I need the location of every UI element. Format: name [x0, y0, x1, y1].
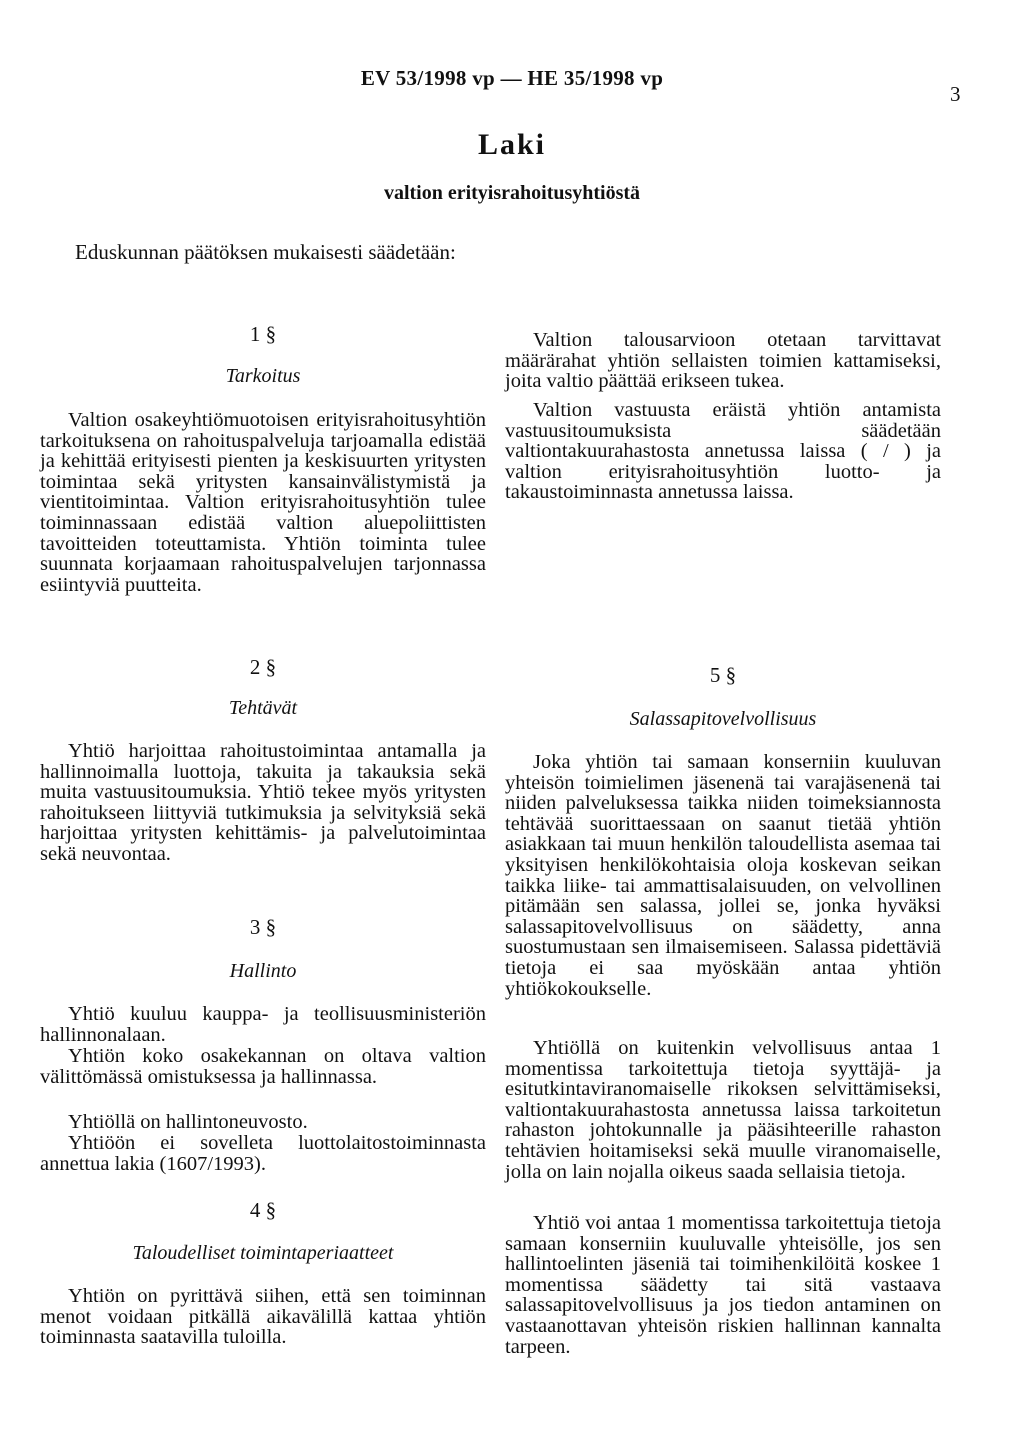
section-3-paragraph-4: Yhtiöön ei sovelleta luottolaitostoiminnasta annettua lakia (1607/1993).	[40, 1132, 486, 1175]
section-4-paragraph-3: Valtion vastuusta eräistä yhtiön antamista vastuusitoumuksista säädetään valtiontakuurahastosta annetussa laissa ( / ) ja valtion erityisrahoitusyhtiön luotto- ja takaustoiminnasta annetussa laissa.	[505, 399, 941, 504]
law-subtitle: valtion erityisrahoitusyhtiöstä	[383, 182, 641, 204]
section-3-paragraph-1: Yhtiö kuuluu kauppa- ja teollisuusministeriön hallinnonalaan.	[40, 1003, 486, 1046]
section-2-paragraph-1: Yhtiö harjoittaa rahoitustoimintaa antamalla ja hallinnoimalla luottoja, takuita ja takauksia sekä muita vastuusitoumuksia. Yhtiö tekee myös yritysten rahoitukseen liittyviä tutkimuksia ja selvityksiä sekä harjoittaa yritysten kehittämis- ja palvelutoimintaa sekä neuvontaa.	[40, 740, 486, 865]
page-number: 3	[950, 82, 961, 106]
section-2-number: 2 §	[249, 655, 277, 679]
section-5-paragraph-3: Yhtiö voi antaa 1 momentissa tarkoitettuja tietoja samaan konserniin kuuluvalle yhteisölle, jos sen hallintoelinten jäseniä tai toimihenkilöitä koskee 1 momentissa säädetty tai sitä vastaava salassapitovelvollisuus ja jos tiedon antaminen on vastaanottavan yhteisön riskien hallinnan kannalta tarpeen.	[505, 1212, 941, 1358]
section-5-title: Salassapitovelvollisuus	[629, 708, 817, 730]
section-4-number: 4 §	[249, 1198, 277, 1222]
section-3-paragraph-3: Yhtiöllä on hallintoneuvosto.	[68, 1111, 308, 1133]
section-3-number: 3 §	[249, 915, 277, 939]
section-4-paragraph-1: Yhtiön on pyrittävä siihen, että sen toiminnan menot voidaan pitkällä aikavälillä kattaa yhtiön toiminnasta saatavilla tuloilla.	[40, 1285, 486, 1349]
section-1-number: 1 §	[249, 322, 277, 346]
section-5-number: 5 §	[709, 663, 737, 687]
running-header: EV 53/1998 vp — HE 35/1998 vp	[360, 66, 664, 90]
section-5-paragraph-2: Yhtiöllä on kuitenkin velvollisuus antaa 1 momentissa tarkoitettuja tietoja syyttäjä- ja esitutkintaviranomaiselle rikoksen selvittämiseksi, valtiontakuurahastosta annetussa laissa tarkoitetun rahaston johtokunnalle ja pääsihteerille rahaston tehtävien hoitamiseksi sekä muulle viranomaiselle, jolla on lain nojalla oikeus saada sellaisia tietoja.	[505, 1037, 941, 1183]
section-5-paragraph-1: Joka yhtiön tai samaan konserniin kuuluvan yhteisön toimielimen jäsenenä tai varajäsenenä tai niiden palveluksessa taikka niiden toimeksiannosta tehtävää suorittaessaan on saanut tietää yhtiön asiakkaan tai muun henkilön taloudellista asemaa tai yksityisen henkilökohtaisia oloja koskevan seikan taikka liike- tai ammattisalaisuuden, on velvollinen pitämään sen salassa, jollei se, jonka hyväksi salassapitovelvollisuus on säädetty, anna suostumustaan sen ilmaisemiseen. Salassa pidettäviä tietoja ei saa myöskään antaa yhtiön yhtiökokoukselle.	[505, 751, 941, 1000]
section-1-title: Tarkoitus	[225, 365, 301, 387]
section-4-paragraph-2: Valtion talousarvioon otetaan tarvittavat määrärahat yhtiön sellaisten toimien kattamiseksi, joita valtio päättää erikseen tukea.	[505, 329, 941, 393]
enacting-clause: Eduskunnan päätöksen mukaisesti säädetään:	[75, 240, 456, 264]
section-1-paragraph-1: Valtion osakeyhtiömuotoisen erityisrahoitusyhtiön tarkoituksena on rahoituspalveluja tarjoamalla edistää ja kehittää erityisesti pienten ja keskisuurten yritysten toimintaa sekä yritysten kansainvälistymistä ja vientitoimintaa. Valtion erityisrahoitusyhtiön tulee toiminnassaan edistää valtion aluepoliittisten tavoitteiden toteuttamista. Yhtiön toiminta tulee suunnata korjaamaan rahoituspalvelujen tarjonnassa esiintyviä puutteita.	[40, 409, 486, 596]
section-2-title: Tehtävät	[228, 697, 298, 719]
section-3-title: Hallinto	[229, 960, 297, 982]
section-4-title: Taloudelliset toimintaperiaatteet	[132, 1242, 394, 1264]
law-title: Laki	[477, 128, 547, 161]
section-3-paragraph-2: Yhtiön koko osakekannan on oltava valtion välittömässä omistuksessa ja hallinnassa.	[40, 1045, 486, 1088]
